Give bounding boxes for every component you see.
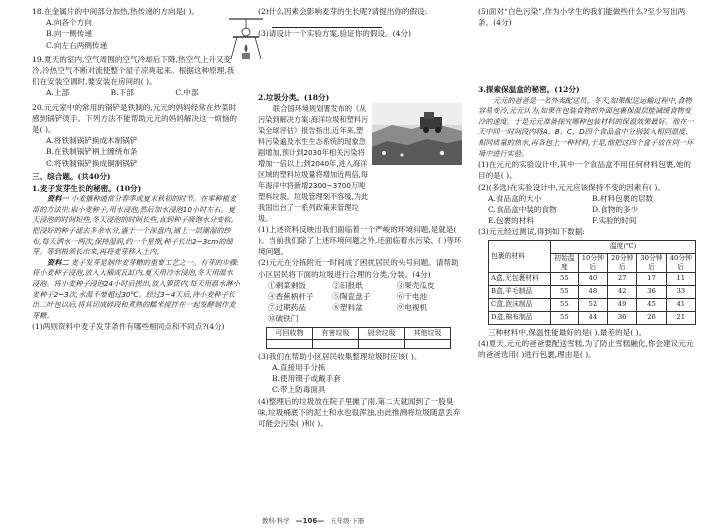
question-19 [32,54,240,99]
cell: 41 [666,298,695,311]
q1-title: 1.麦子发芽生长的秘密。(10分) [32,184,142,194]
footer-grade: 五年级·下册 [330,517,365,525]
q2-sub3-option-a[interactable]: A.直接用手分拣 [272,363,326,373]
page-footer [262,516,364,525]
q20-option-a[interactable]: A.将铁制锅铲换成木制锅铲 [46,136,138,146]
q3-option-b[interactable]: B.材料包裹的层数 [592,193,654,203]
q3-sub4: (4)夏天,元元的爸爸要配送雪糕,为了防止雪糕融化,你会建议元元的爸爸选用( )进行包裹,理由是( )。 [478,338,694,359]
q3-sub1: (1)在元元的实验设计中,其中一个食品盒不用任何材料包裹,她的目的是( )。 [478,160,692,181]
q3-sub3: (3)元元经过测试,得到如下数据: [478,227,585,237]
q2-item: ④香蕉柄杆子 [268,292,314,302]
q19-option-a[interactable]: A.上部 [46,88,70,98]
q2-item: ⑨电视机 [396,303,428,313]
table-header-time: 初始温度 [551,253,579,272]
question-20 [32,102,240,169]
cell: 45 [637,298,666,311]
q2-sub2: (2)元元在分拣附近一时间成了困扰居民的头号问题。请帮助小区居民将下面的垃圾进行合理的分类,分装。(4分) [258,258,459,279]
q2-sub3: (3)我们在帮助小区居民收集整理垃圾时应该( )。 [258,351,422,361]
table-row [489,272,696,285]
cell: 48 [578,285,607,298]
cell: 55 [551,285,579,298]
table-row [489,311,696,324]
q3-sub2: (2)(多选)在实验设计中,元元应该保持不变的因素有( )。 [478,182,665,192]
q2-item: ③果壳瓜皮 [396,280,435,290]
cell: 36 [608,311,637,324]
q3-title: 3.探索保温盒的秘密。(12分) [478,85,580,95]
cell: 27 [608,272,637,285]
section-3-heading: 三、综合题。(共40分) [32,171,111,181]
bin-answer-cell[interactable] [313,339,359,348]
question-18 [32,6,240,51]
q2-reading-block [258,103,463,224]
cell: 44 [578,311,607,324]
material-2-label: 资料二 [47,257,69,267]
cell: 52 [578,298,607,311]
footer-subject: 教科·科学 [262,517,290,525]
cell: 17 [637,272,666,285]
material-2-text: 麦子发芽是制作麦芽糖的重要工艺之一。有芽的步骤:将小麦种子浸泡,放入大桶或瓦缸内,夏天用冷水浸泡,冬天用温水浸泡。将小麦种子浸泡24小时后捞出,放入箩筐内,每天用温水淋小麦种子2~3次,水温不要超过30℃。经过3~4天后,待小麦种子长出二叶包以后,将其切成碎段和煮熟的糯米搅拌在一起发酵制作麦芽糖。 [32,257,240,320]
q3-option-c[interactable]: C.食品盒中装的食物 [488,204,557,214]
bin-recyclable: 可回收物 [267,327,313,339]
cell: 55 [551,272,579,285]
q20-option-b[interactable]: B.在铁制锅铲柄上缠绕布条 [46,147,138,157]
table-header-material: 包裹的材料 [489,240,551,272]
cell: 49 [608,298,637,311]
q3-sub2-options [478,193,696,227]
q2-item: ⑦过期药品 [268,303,306,313]
bin-kitchen: 厨余垃圾 [359,327,405,339]
cell: 42 [608,285,637,298]
landfill-photo [372,103,462,165]
cell: 55 [551,298,579,311]
q18-option-c[interactable]: C.向左右两侧传递 [46,40,108,50]
q3-sub3-tail: 三种材料中,保温性能最好的是( ),最差的是( )。 [488,327,647,337]
q2-items [258,280,463,325]
q3-option-e[interactable]: E.包裹的材料 [488,216,534,226]
bin-hazardous: 有害垃圾 [313,327,359,339]
q1-material-2 [32,258,240,322]
material-1-text: 小麦播种通常分春季或夏末秋初的时节。在零种植麦苗的方法里:取小麦种子,用水浸泡,然后加水浸泡10小时左右。夏天浸泡的时间短些,冬天浸泡的时间长些,直到种子吸饱水分变软。把浸好的种子滤去多余水分,盛于一个深盘内,铺上一层潮湿的纱布,每天洒水一两次,保持湿润,约一个星期,种子长出2~3cm的细芽。等到根须长出来,再将麦芽移入土内。 [32,194,238,257]
material-1-label: 资料一 [47,194,69,204]
table-header-time: 10分钟后 [578,253,607,272]
bin-answer-cell[interactable] [267,339,313,348]
q19-option-c[interactable]: C.中部 [175,88,199,98]
q1-sub3: (3)请设计一个实验方案,验证你的假设。(4分) [258,29,412,39]
bin-answer-cell[interactable] [359,339,405,348]
q2-item: ⑤陶瓷盘子 [332,292,371,302]
q2-reading-text: 联合国环境规划署发布的《从污染到解决方案:海洋垃圾和塑料污染全球评估》报告指出,近年来,塑料污染遍及水生生态系统的现象急剧增加,预计到2030年相关污染将增加一倍以上;到2040年,进入海洋区域的塑料垃圾量将增加近两倍,每年海洋中将新增2300~3700万吨塑料垃圾。垃圾管理刻不容缓,为此我国出台了一系列政策来管理垃圾。 [258,103,369,223]
q2-sub4: (4)整理后的垃圾放在院子里摊了雨,第二天就闻到了一股臭味,垃圾桶底下的泥土和水也很浑浊,由此推测将垃圾随意丢弃可能会污染( )和( )。 [258,396,461,429]
garbage-bin-table [266,327,451,349]
table-header-time: 30分钟后 [637,253,666,272]
q19-options [32,87,240,98]
bin-other: 其他垃圾 [405,327,451,339]
cell: 40 [578,272,607,285]
row-material: A盒,无包裹材料 [489,272,551,285]
table-header-time: 20分钟后 [608,253,637,272]
q20-option-c[interactable]: C.将铁制锅铲换成铜制锅铲 [46,158,138,168]
cell: 55 [551,311,579,324]
column-middle [258,6,463,429]
q2-item: ⑥干电池 [396,292,428,302]
column-left [32,6,240,333]
cell: 21 [666,311,695,324]
row-material: B盒,羊毛制品 [489,285,551,298]
q18-option-a[interactable]: A.向各个方向 [46,18,92,28]
table-row [489,298,696,311]
cell: 26 [637,311,666,324]
q2-sub3-option-c[interactable]: C.带上防毒面具 [272,385,326,395]
column-right [478,6,696,360]
q1-material-1 [32,194,240,258]
q3-intro: 元元的爸爸是一名外卖配送员。冬天,如果配送运输过程中,食物容易变冷,元元认为,如果在包装食物的外面包裹保温层能减缓食物变冷的速度。于是元元准备探究哪种包装材料的保温效果最好。他在一天中同一时间段内将A、B、C、D四个食品盒中分别装入相同温度、相同质量的热水,再各包上一种材料,于是,他把这四个盒子放在同一环境中进行实验。 [478,95,694,158]
q2-title: 2.垃圾分类。(18分) [258,92,330,102]
q2-item: ①剩菜剩饭 [268,280,306,290]
table-row [489,285,696,298]
cell: 11 [666,272,695,285]
q2-item: ⑧塑料盆 [332,303,363,313]
row-material: C盒,泡沫制品 [489,298,551,311]
cell: 33 [666,285,695,298]
bin-answer-cell[interactable] [405,339,451,348]
q2-sub1: (1)上述资料反映出我们面临着一个严峻的环境问题,是就是( )。当前我们除了上述环境问题之外,还面临着水污染、( )等环境问题。 [258,224,462,257]
cell: 36 [637,285,666,298]
q2-sub5: (5)面对“白色污染”,作为小学生的我们能做些什么?至少写出两条。(4分) [478,7,686,28]
temperature-table [488,240,696,325]
q3-option-a[interactable]: A.食品盒的大小 [488,193,542,203]
q19-stem: 19.夏天的室内,空气周围的空气冷却后下降,热空气上升又变冷,冷热空气不断对流使整个屋子凉爽起来。根据这种原理,我们在安装空调时,要安装在房间的( )。 [32,54,235,87]
table-header-temperature: 温度(℃) [551,240,696,253]
q19-option-b[interactable]: B.下部 [110,88,134,98]
q1-sub2-answer-line[interactable] [272,18,382,28]
q3-option-f[interactable]: F.实验的时间 [592,216,637,226]
q1-sub1: (1)两则资料中麦子发芽条件有哪些相同点和不同点?(4分) [32,322,225,332]
q2-item: ②旧报纸 [332,280,363,290]
q2-item: ⑩破铁门 [268,314,299,324]
q1-sub2: (2)什么因素会影响麦芽的生长呢?请提出你的假设: [258,7,428,16]
q3-option-d[interactable]: D.食物的多少 [592,204,639,214]
q18-stem: 18.在金属片的中间部分加热,热传递的方向是( )。 [32,7,200,16]
q20-stem: 20.元元家中的常用的锅铲是铁制的,元元的妈妈经常在炒菜时感到锅铲烫手。下列方法不能帮助元元的妈妈解决这一烦恼的是( )。 [32,102,238,135]
page-number: —106— [295,517,325,525]
row-material: D盒,棉布制品 [489,311,551,324]
table-header-time: 40分钟后 [666,253,695,272]
q2-sub3-option-b[interactable]: B.使用镊子或戴手套 [272,374,341,384]
q18-option-b[interactable]: B.向一侧传递 [46,29,92,39]
